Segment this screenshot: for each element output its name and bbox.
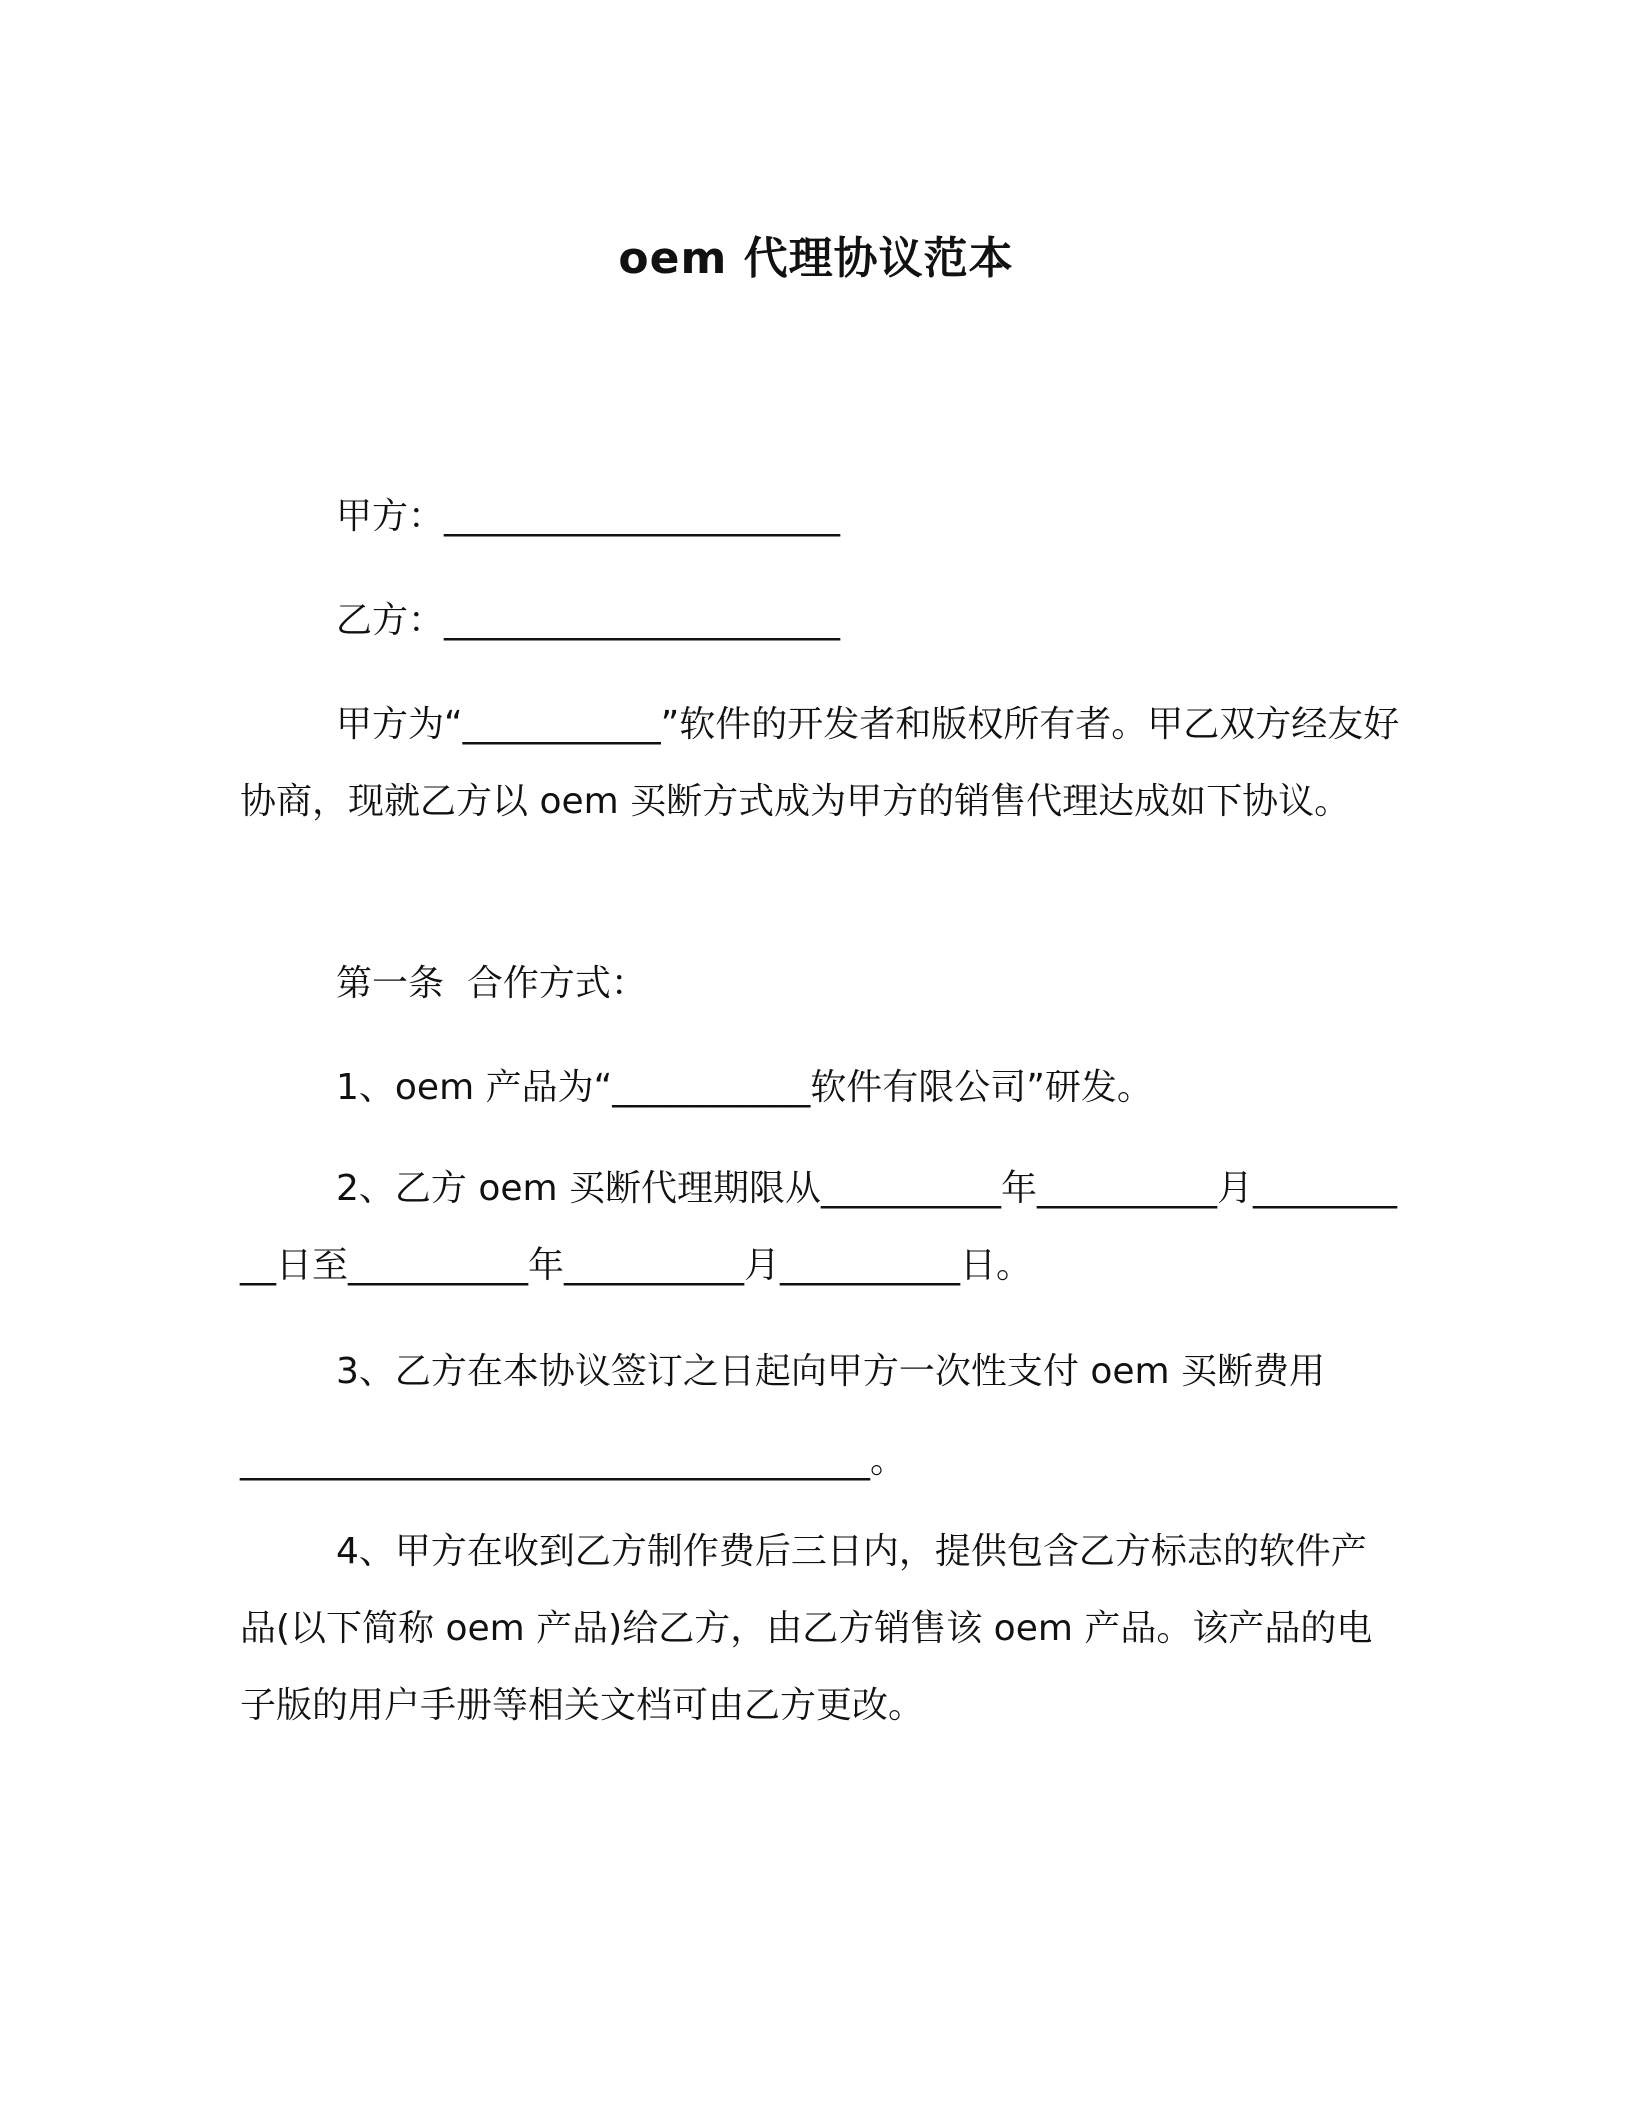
document-title: oem 代理协议范本 (618, 233, 1014, 284)
party-b-line: 乙方：______________________ (336, 600, 841, 641)
article-1-heading: 第一条 合作方式： (336, 963, 647, 1004)
clause-2: 2、乙方 oem 买断代理期限从__________年__________月__________日至__________年__________月__________日。 (240, 1168, 1398, 1286)
clause-3: 3、乙方在本协议签订之日起向甲方一次性支付 oem 买断费用 (336, 1351, 1326, 1392)
clause-4: 4、甲方在收到乙方制作费后三日内，提供包含乙方标志的软件产品(以下简称 oem 产品)给乙方，由乙方销售该 oem 产品。该产品的电子版的用户手册等相关文档可由乙方更改。 (240, 1531, 1373, 1726)
clause-1: 1、oem 产品为“___________软件有限公司”研发。 (336, 1067, 1153, 1108)
party-a-line: 甲方：______________________ (336, 496, 841, 537)
intro-paragraph: 甲方为“___________”软件的开发者和版权所有者。甲乙双方经友好协商，现就乙方以 oem 买断方式成为甲方的销售代理达成如下协议。 (240, 704, 1400, 822)
clause-3-fee-blank: ___________________________________。 (240, 1440, 906, 1481)
